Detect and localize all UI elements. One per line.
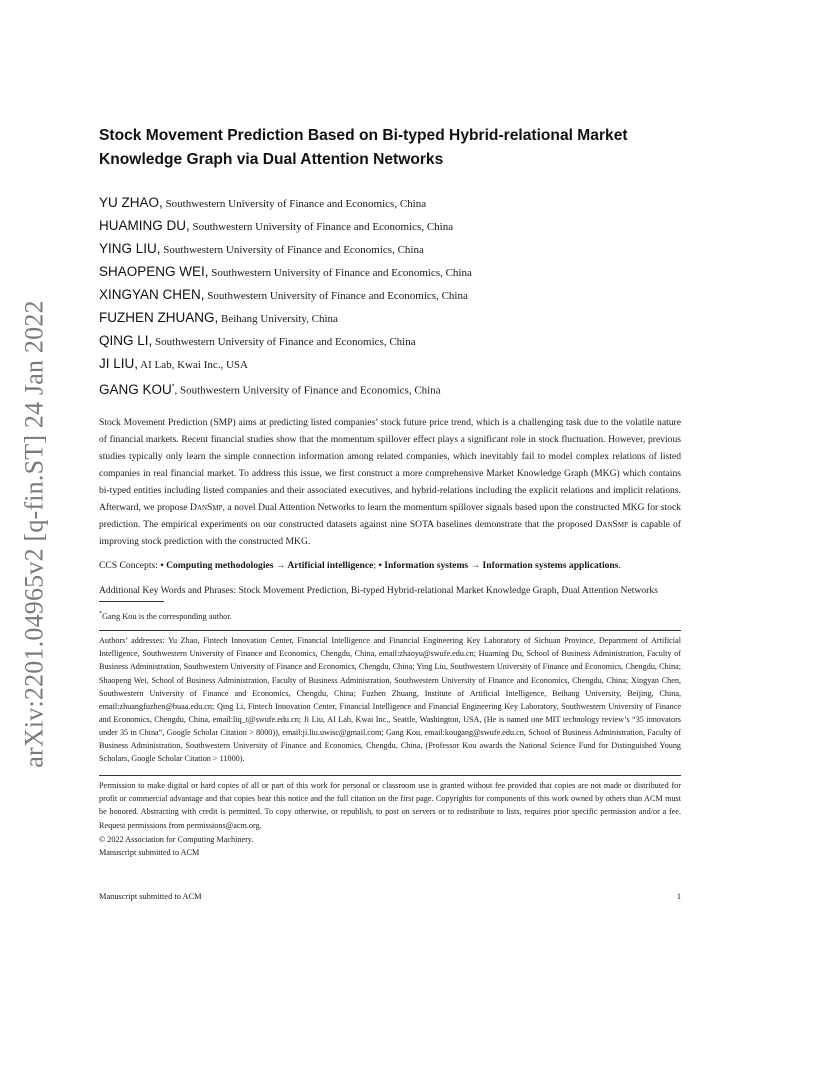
authors-addresses: Authors’ addresses: Yu Zhao, Fintech Innovation Center, Financial Intelligence and Financial Engineering Key Laboratory of Sichuan Province, Department of Artificial Intelligence, Southwestern University of Finance and Economics, Chengdu, China, email:zhaoyu@swufe.edu.cn; Huaming Du, School of Business Administration, Faculty of Business Administration, Southwestern University of Finance and Economics, Chengdu, China; Ying Liu, Southwestern University of Finance and Economics, Chengdu, China; Shaopeng Wei, School of Business Administration, Faculty of Business Administration, Southwestern University of Finance and Economics, Chengdu, China; Xingyan Chen, Southwestern University of Finance and Economics, Chengdu, China; Fuzhen Zhuang, Institute of Artificial Intelligence, Beihang University, Beijing, China, email:zhuangfuzhen@buaa.edu.cn; Qing Li, Fintech Innovation Center, Financial Intelligence and Financial Engineering Key Laboratory, Southwestern University of Finance and Economics, Chengdu, China, email:liq_t@swufe.edu.cn; Ji Liu, AI Lab, Kwai Inc., Seattle, Washington, USA, (He is named one MIT technology review’s “35 innovators under 35 in China”, Google Scholar Citation > 8000)), email:ji.liu.uwisc@gmail.com; Gang Kou, email:kougang@swufe.edu.cn, School of Business Administration, Faculty of Business Administration, Southwestern University of Finance and Economics, Chengdu, China, (Professor Kou awards the National Science Fund for Distinguished Young Scholars, Google Scholar Citation > 11000). <box>99 636 681 764</box>
author-entry <box>99 238 681 261</box>
author-name: JI LIU, <box>99 356 139 371</box>
author-affiliation: Southwestern University of Finance and Economics, China <box>160 244 424 256</box>
abstract-text: , a novel Dual Attention Networks to learn the momentum spillover signals based upon the constructed MKG for stock prediction. The empirical experiments on our constructed datasets against nine SOTA baselines demonstrate that the proposed <box>99 501 681 530</box>
author-entry <box>99 376 681 402</box>
ccs-concept: • Information systems → Information systems applications <box>378 559 619 571</box>
author-name: FUZHEN ZHUANG, <box>99 310 219 325</box>
author-affiliation: Beihang University, China <box>218 313 338 325</box>
author-affiliation: Southwestern University of Finance and Economics, China <box>162 198 427 210</box>
author-entry <box>99 192 681 215</box>
permission-block <box>99 775 681 859</box>
paper-first-page <box>99 124 681 859</box>
author-entry <box>99 330 681 353</box>
model-name: DanSmp <box>190 501 223 513</box>
author-affiliation: Southwestern University of Finance and Economics, China <box>204 290 468 302</box>
author-name: GANG KOU <box>99 381 172 397</box>
authors-addresses-block <box>99 630 681 765</box>
author-entry <box>99 353 681 376</box>
corresponding-author-name <box>99 382 175 397</box>
ccs-concepts <box>99 558 681 574</box>
ccs-concept: • Computing methodologies → Artificial intelligence <box>160 559 374 571</box>
author-name: SHAOPENG WEI, <box>99 264 209 279</box>
footnote-text: Gang Kou is the corresponding author. <box>102 611 232 621</box>
author-name: HUAMING DU, <box>99 218 190 233</box>
model-name: DanSmp <box>595 518 628 530</box>
author-affiliation: Southwestern University of Finance and Economics, China <box>208 267 472 279</box>
author-name: XINGYAN CHEN, <box>99 287 205 302</box>
abstract-text: is capable of improving stock prediction with the constructed MKG. <box>99 518 681 547</box>
ccs-label: CCS Concepts: <box>99 559 161 571</box>
paper-title: Stock Movement Prediction Based on Bi-typed Hybrid-relational Market Knowledge Graph via Dual Attention Networks <box>99 127 628 168</box>
author-name: QING LI, <box>99 333 153 348</box>
copyright-notice: © 2022 Association for Computing Machinery. <box>99 834 254 844</box>
abstract <box>99 414 681 550</box>
author-affiliation: , Southwestern University of Finance and Economics, China <box>174 384 441 397</box>
footnote-rule <box>99 601 164 602</box>
author-entry <box>99 307 681 330</box>
author-name: YU ZHAO, <box>99 195 163 210</box>
author-affiliation: Southwestern University of Finance and Economics, China <box>189 221 454 233</box>
author-entry <box>99 215 681 238</box>
page-footer <box>99 891 681 903</box>
ccs-end: . <box>618 559 621 571</box>
permission-notice: Permission to make digital or hard copies of all or part of this work for personal or classroom use is granted without fee provided that copies are not made or distributed for profit or commercial advantage and that copies bear this notice and the full citation on the first page. Copyrights for components of this work owned by others than ACM must be honored. Abstracting with credit is permitted. To copy otherwise, or republish, to post on servers or to redistribute to lists, requires prior specific permission and/or a fee. Request permissions from permissions@acm.org. <box>99 781 681 830</box>
author-name: YING LIU, <box>99 241 161 256</box>
corresponding-author-footnote <box>99 608 681 623</box>
author-list <box>99 192 681 402</box>
arxiv-identifier-stamp <box>18 288 52 780</box>
corresponding-author-mark: * <box>171 383 175 390</box>
footer-manuscript-note: Manuscript submitted to ACM <box>99 892 202 901</box>
author-affiliation: AI Lab, Kwai Inc., USA <box>138 359 248 371</box>
author-entry <box>99 284 681 307</box>
abstract-text: Stock Movement Prediction (SMP) aims at predicting listed companies’ stock future price trend, which is a challenging task due to the volatile nature of financial markets. Recent financial studies show that the momentum spillover effect plays a significant role in stock fluctuation. However, previous studies typically only learn the simple connection information among related companies, which inevitably fail to model complex relations of listed companies in real financial market. To address this issue, we first construct a more comprehensive Market Knowledge Graph (MKG) which contains bi-typed entities including listed companies and their associated executives, and hybrid-relations including the explicit relations and implicit relations. Afterward, we propose <box>99 416 681 513</box>
arxiv-identifier-text: arXiv:2201.04965v2 [q-fin.ST] 24 Jan 2022 <box>20 300 50 768</box>
footnote-mark: * <box>99 610 102 617</box>
keywords: Additional Key Words and Phrases: Stock Movement Prediction, Bi-typed Hybrid-relational Market Knowledge Graph, Dual Attention Networks <box>99 584 658 596</box>
page-number: 1 <box>676 892 681 901</box>
author-affiliation: Southwestern University of Finance and Economics, China <box>152 336 416 348</box>
ccs-separator: ; <box>373 559 379 571</box>
manuscript-note: Manuscript submitted to ACM <box>99 847 200 857</box>
author-entry <box>99 261 681 284</box>
